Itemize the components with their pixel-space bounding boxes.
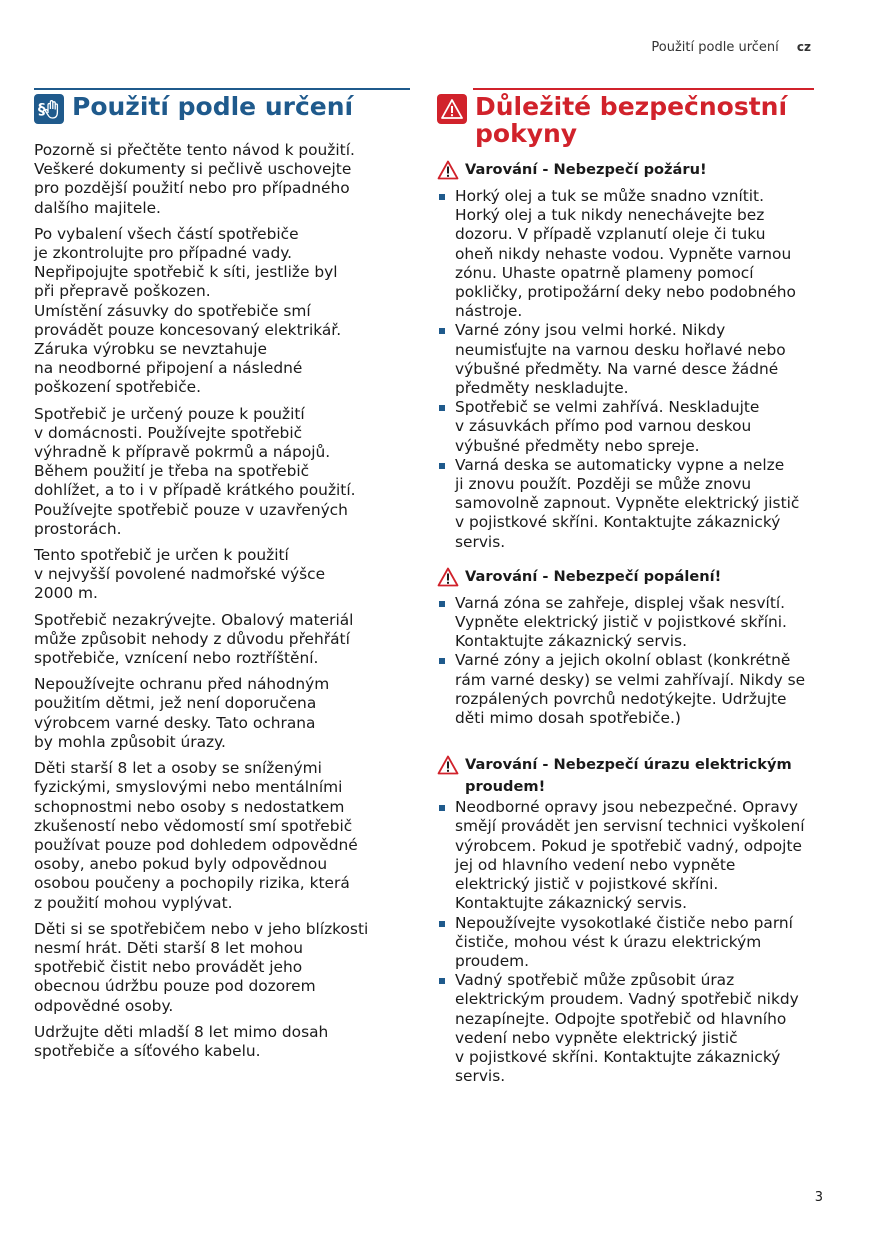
warning-heading-text: Varování - Nebezpečí popálení! bbox=[465, 567, 722, 585]
warning-block bbox=[437, 159, 814, 552]
running-header bbox=[651, 40, 811, 55]
paragraph: Udržujte děti mladší 8 let mimo dosah spotřebiče a síťového kabelu. bbox=[34, 1022, 329, 1060]
list-item: Varné zóny jsou velmi horké. Nikdy neumisťujte na varnou desku hořlavé nebo výbušné předměty. Na varné desce žádné předměty neskladujte. bbox=[437, 321, 814, 398]
list-item: Horký olej a tuk se může snadno vznítit. Horký olej a tuk nikdy nenechávejte bez dozoru. V případě vzplanutí oleje či tuku oheň nikdy nehaste vodou. Vypněte varnou zónu. Uhaste opatrně plameny pomocí pokličky, protipožární deky nebo podobného nástroje. bbox=[437, 187, 814, 321]
warning-heading-text: Varování - Nebezpečí úrazu elektrickým proudem! bbox=[465, 756, 792, 796]
warning-block bbox=[437, 754, 814, 1086]
svg-text:§: § bbox=[38, 100, 46, 118]
warning-heading-text: Varování - Nebezpečí požáru! bbox=[465, 161, 707, 178]
intended-use-section bbox=[34, 88, 410, 1068]
list-item: Vadný spotřebič může způsobit úraz elektrickým proudem. Vadný spotřebič nikdy nezapínejte. Odpojte spotřebič od hlavního vedení nebo vypněte elektrický jistič v pojistkové skříni. Kontaktujte zákaznický servis. bbox=[437, 971, 814, 1086]
paragraph: Nepoužívejte ochranu před náhodným použitím dětmi, jež není doporučena výrobcem varné desky. Tato ochrana by mohla způsobit úrazy. bbox=[34, 675, 330, 751]
list-item: Varná deska se automaticky vypne a nelze ji znovu použít. Později se může znovu samovolně zapnout. Vypněte elektrický jistič v pojistkové skříni. Kontaktujte zákaznický servis. bbox=[437, 456, 814, 552]
warning-items bbox=[437, 798, 814, 1086]
paragraph: Spotřebič nezakrývejte. Obalový materiál může způsobit nehody z důvodu přehřátí spotřebiče, vznícení nebo roztříštění. bbox=[34, 610, 354, 668]
warning-icon bbox=[437, 94, 467, 124]
safety-section bbox=[437, 88, 814, 1086]
intended-use-icon bbox=[34, 94, 64, 124]
warning-triangle-icon bbox=[437, 160, 459, 187]
warning-heading bbox=[437, 754, 814, 798]
list-item: Neodborné opravy jsou nebezpečné. Opravy smějí provádět jen servisní technici vyškolení výrobcem. Pokud je spotřebič vadný, odpojte jej od hlavního vedení nebo vypněte elektrický jistič v pojistkové skříni. Kontaktujte zákaznický servis. bbox=[437, 798, 814, 913]
language-code: cz bbox=[796, 40, 811, 54]
section-heading bbox=[437, 93, 814, 147]
page-number: 3 bbox=[814, 1190, 823, 1205]
list-item: Varné zóny a jejich okolní oblast (konkrétně rám varné desky) se velmi zahřívají. Nikdy se rozpálených povrchů nedotýkejte. Udržujte děti mimo dosah spotřebiče.) bbox=[437, 651, 814, 728]
paragraph: Děti starší 8 let a osoby se sníženými fyzickými, smyslovými nebo mentálními schopnostmi nebo osoby s nedostatkem zkušeností nebo vědomostí smí spotřebič používat pouze pod dohledem odpovědné osoby, anebo pokud byly odpovědnou osobou poučeny a pochopily rizika, která z použití mohou vyplývat. bbox=[34, 759, 358, 912]
warning-triangle-icon bbox=[437, 567, 459, 594]
paragraph: Pozorně si přečtěte tento návod k použití. Veškeré dokumenty si pečlivě uschovejte pro pozdější použití nebo pro případného dalšího majitele. bbox=[34, 141, 355, 217]
safety-title: Důležité bezpečnostní pokyny bbox=[475, 92, 788, 148]
section-heading bbox=[34, 93, 410, 124]
warning-items bbox=[437, 187, 814, 552]
warning-items bbox=[437, 594, 814, 728]
warning-heading bbox=[437, 159, 814, 187]
warning-block bbox=[437, 566, 814, 728]
list-item: Nepoužívejte vysokotlaké čističe nebo parní čističe, mohou vést k úrazu elektrickým proudem. bbox=[437, 914, 814, 972]
intended-use-paragraphs bbox=[34, 141, 410, 1061]
page-title: Použití podle určení bbox=[72, 92, 354, 121]
warning-triangle-icon bbox=[437, 755, 459, 782]
section-rule bbox=[34, 88, 410, 90]
paragraph: Spotřebič je určený pouze k použití v domácnosti. Používejte spotřebič výhradně k přípravě pokrmů a nápojů. Během použití je třeba na spotřebič dohlížet, a to i v případě krátkého použití. Používejte spotřebič pouze v uzavřených prostorách. bbox=[34, 404, 356, 538]
paragraph: Po vybalení všech částí spotřebiče je zkontrolujte pro případné vady. Nepřipojujte spotřebič k síti, jestliže byl při přepravě poškozen. Umístění zásuvky do spotřebiče smí provádět pouze koncesovaný elektrikář. Záruka výrobku se nevztahuje na neodborné připojení a následné poškození spotřebiče. bbox=[34, 224, 342, 397]
section-rule bbox=[473, 88, 814, 90]
header-title: Použití podle určení bbox=[651, 40, 779, 55]
list-item: Spotřebič se velmi zahřívá. Neskladujte v zásuvkách přímo pod varnou deskou výbušné předměty nebo spreje. bbox=[437, 398, 814, 456]
list-item: Varná zóna se zahřeje, displej však nesvítí. Vypněte elektrický jistič v pojistkové skříni. Kontaktujte zákaznický servis. bbox=[437, 594, 814, 652]
warning-heading bbox=[437, 566, 814, 594]
warnings-list bbox=[437, 159, 814, 1086]
paragraph: Děti si se spotřebičem nebo v jeho blízkosti nesmí hrát. Děti starší 8 let mohou spotřebič čistit nebo provádět jeho obecnou údržbu pouze pod dozorem odpovědné osoby. bbox=[34, 919, 369, 1015]
paragraph: Tento spotřebič je určen k použití v nejvyšší povolené nadmořské výšce 2000 m. bbox=[34, 546, 326, 603]
